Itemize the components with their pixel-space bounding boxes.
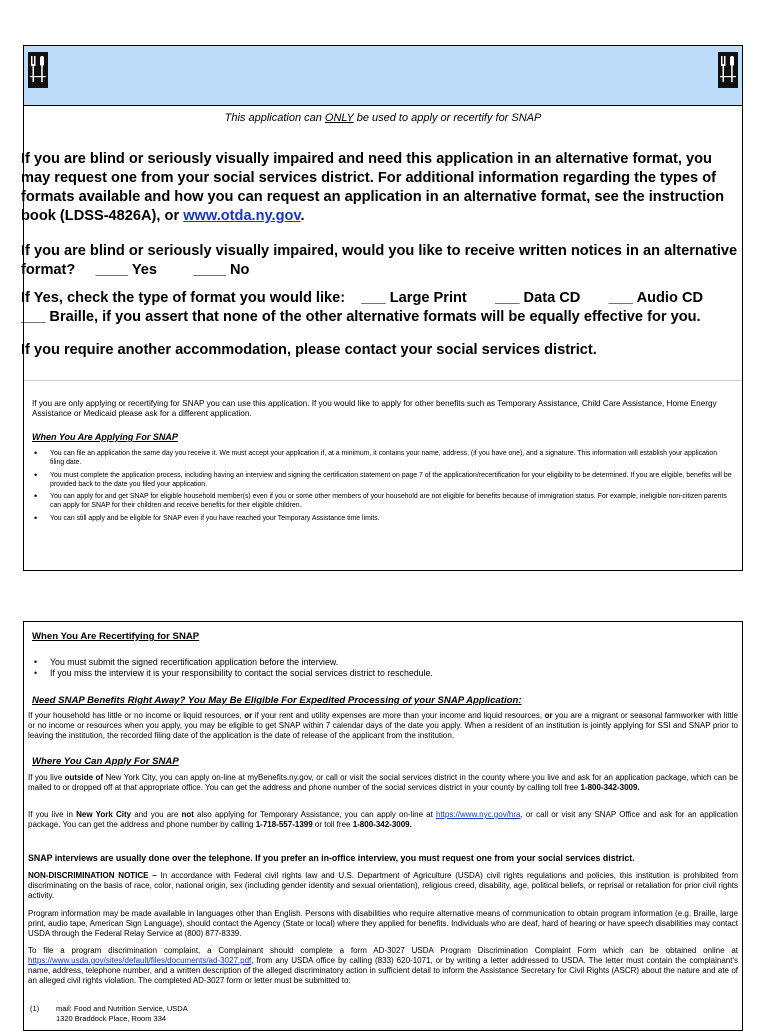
nyc-paragraph: If you live in New York City and you are not also applying for Temporary Assistance, you can apply on-line at https://www.nyc.gov/hra, or call or visit any SNAP Office and ask for an application package. You can get the address and phone number by calling 1-718-557-1399 or toll free 1-800-342-3009.: [28, 810, 739, 829]
interviews-notice: SNAP interviews are usually done over the telephone. If you prefer an in-office interview, you must request one from your social services district.: [28, 853, 635, 863]
applying-bullet-list: [32, 449, 732, 526]
outside-nyc-paragraph: If you live outside of New York City, you can apply on-line at myBenefits.ny.gov, or call or visit the social services district in the county where you live and ask for an application package, which can be mailed to or dropped off at that appropriate office. You can get the address and phone number of the social services district in your county by calling toll free 1-800-342-3009.: [28, 773, 739, 792]
snap-fork-knife-logo-icon: [28, 52, 48, 88]
snap-fork-knife-logo-icon: [718, 52, 738, 88]
nyc-hra-link[interactable]: https://www.nyc.gov/hra: [436, 810, 521, 819]
format-type-question: If Yes, check the type of format you would like: ___ Large Print ___ Data CD ___ Audio CD ___ Braille, if you assert that none of the other alternative formats will be equally effective for you.: [21, 290, 704, 325]
applying-heading: When You Are Applying For SNAP: [32, 432, 178, 442]
written-notices-question: If you are blind or seriously visually impaired, would you like to receive written notices in an alternative format? ____ Yes ____ No: [21, 243, 738, 278]
ad-3027-form-link[interactable]: https://www.usda.gov/sites/default/files/documents/ad-3027.pdf: [28, 956, 252, 965]
expedited-paragraph: If your household has little or no income or liquid resources, or if your rent and utility expenses are more than your income and liquid resources, or you are a migrant or seasonal farmworker with little or no income or resources when you apply, you may be eligible to get SNAP within 7 calendar days of the date you apply. When a resident of an institution is jointly applying for SSI and SNAP prior to leaving the institution, the recorded filing date of the application is the date of release of the applicant from the institution.: [28, 711, 739, 740]
expedited-heading: Need SNAP Benefits Right Away? You May Be Eligible For Expedited Processing of your SNAP Application:: [32, 695, 522, 706]
complaint-paragraph: To file a program discrimination complaint, a Complainant should complete a form AD-3027 USDA Program Discrimination Complaint Form which can be obtained online at https://www.usda.gov/sites/default/files/documents/ad-3027.pdf, from any USDA office by calling (833) 620-1071, or by writing a letter addressed to USDA. The letter must contain the complainant's name, address, telephone number, and a written description of the alleged discriminatory action in sufficient detail to inform the Assistance Secretary for Civil Rights (ASCR) about the nature and ate of an alleged civil rights violation. The completed AD-3027 form or letter must be submitted to:: [28, 946, 738, 985]
otda-website-link[interactable]: www.otda.ny.gov: [183, 208, 301, 224]
section-divider: [24, 380, 742, 381]
snap-info-box: [23, 621, 743, 1031]
recertifying-heading: When You Are Recertifying for SNAP: [32, 631, 200, 642]
page-header-box: [23, 45, 743, 571]
header-banner: [24, 46, 742, 106]
alternative-format-notice: If you are blind or seriously visually impaired and need this application in an alternative format, you may request one from your social services district. For additional information regarding the types of formats available and how you can request an application in an alternative format, see the instruction book (LDSS-4826A), or www.otda.ny.gov.: [21, 151, 725, 224]
where-to-apply-heading: Where You Can Apply For SNAP: [32, 756, 179, 767]
accommodation-notice: If you require another accommodation, please contact your social services district.: [21, 342, 597, 358]
mail-address: (1) mail: Food and Nutrition Service, USDA 1320 Braddock Place, Room 334: [30, 1004, 188, 1023]
intro-paragraph: If you are only applying or recertifying for SNAP you can use this application. If you would like to apply for other benefits such as Temporary Assistance, Child Care Assistance, Home Energy Assistance or Medicaid please ask for a different application.: [32, 399, 717, 418]
non-discrimination-notice: NON-DISCRIMINATION NOTICE – In accordance with Federal civil rights law and U.S. Department of Agriculture (USDA) civil rights regulations and policies, this institution is prohibited from discriminating on the basis of race, color, national origin, sex (including gender identity and sexual orientation), religious creed, disability, age, political beliefs, or reprisal or retaliation for prior civil rights activity.: [28, 871, 738, 900]
list-item: • You must submit the signed recertification application before the interview.: [32, 657, 732, 668]
program-info-paragraph: Program information may be made available in languages other than English. Persons with disabilities who require alternative means of communication to obtain program information (e.g. Braille, large print, audio tape, American Sign Language), should contact the Agency (State or local) where they applied for benefits. Individuals who are deaf, hard of hearing or have speech disabilities may contact USDA through the Federal Relay Service at (800) 877-8339.: [28, 909, 738, 938]
list-item: • You can file an application the same day you receive it. We must accept your application if, at a minimum, it contains your name, address, (if you have one), and a signature. This information will establish your application filing date.: [32, 449, 732, 467]
list-item: • You can apply for and get SNAP for eligible household member(s) even if you or some other members of your household are not eligible for benefits because of immigration status. For example, ineligible non-citizen parents can apply for SNAP for their children and receive benefits for their eligible children.: [32, 492, 732, 510]
list-item: • You must complete the application process, including having an interview and signing the certification statement on page 7 of the application/recertification for your eligibility to be determined. If you are eligible, benefits will be provided back to the date you filed your application.: [32, 471, 732, 489]
recertifying-bullet-list: [32, 657, 732, 679]
snap-only-subtitle: This application can ONLY be used to apply or recertify for SNAP: [224, 112, 542, 124]
list-item: • You can still apply and be eligible for SNAP even if you have reached your Temporary Assistance time limits.: [32, 514, 732, 523]
list-item: • If you miss the interview it is your responsibility to contact the social services district to reschedule.: [32, 668, 732, 679]
